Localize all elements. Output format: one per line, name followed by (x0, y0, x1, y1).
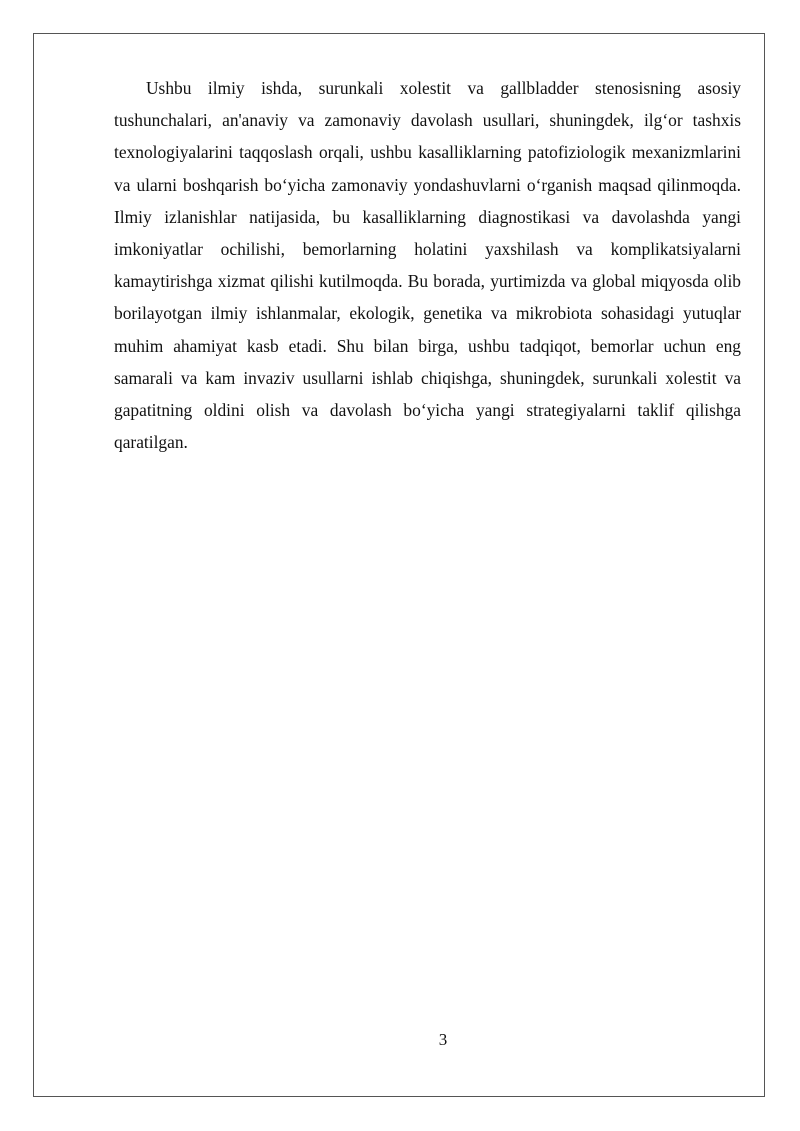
body-paragraph: Ushbu ilmiy ishda, surunkali xolestit va gallbladder stenosisning asosiy tushunchalari, an'anaviy va zamonaviy davolash usullari, shuningdek, ilg‘or tashxis texnologiyalarini taqqoslash orqali, ushbu kasalliklarning patofiziologik mexanizmlarini va ularni boshqarish bo‘yicha zamonaviy yondashuvlarni o‘rganish maqsad qilinmoqda. Ilmiy izlanishlar natijasida, bu kasalliklarning diagnostikasi va davolashda yangi imkoniyatlar ochilishi, bemorlarning holatini yaxshilash va komplikatsiyalarni kamaytirishga xizmat qilishi kutilmoqda. Bu borada, yurtimizda va global miqyosda olib borilayotgan ilmiy ishlanmalar, ekologik, genetika va mikrobiota sohasidagi yutuqlar muhim ahamiyat kasb etadi. Shu bilan birga, ushbu tadqiqot, bemorlar uchun eng samarali va kam invaziv usullarni ishlab chiqishga, shuningdek, surunkali xolestit va gapatitning oldini olish va davolash bo‘yicha yangi strategiyalarni taklif qilishga qaratilgan. (114, 78, 741, 453)
page-number: 3 (438, 1030, 448, 1049)
